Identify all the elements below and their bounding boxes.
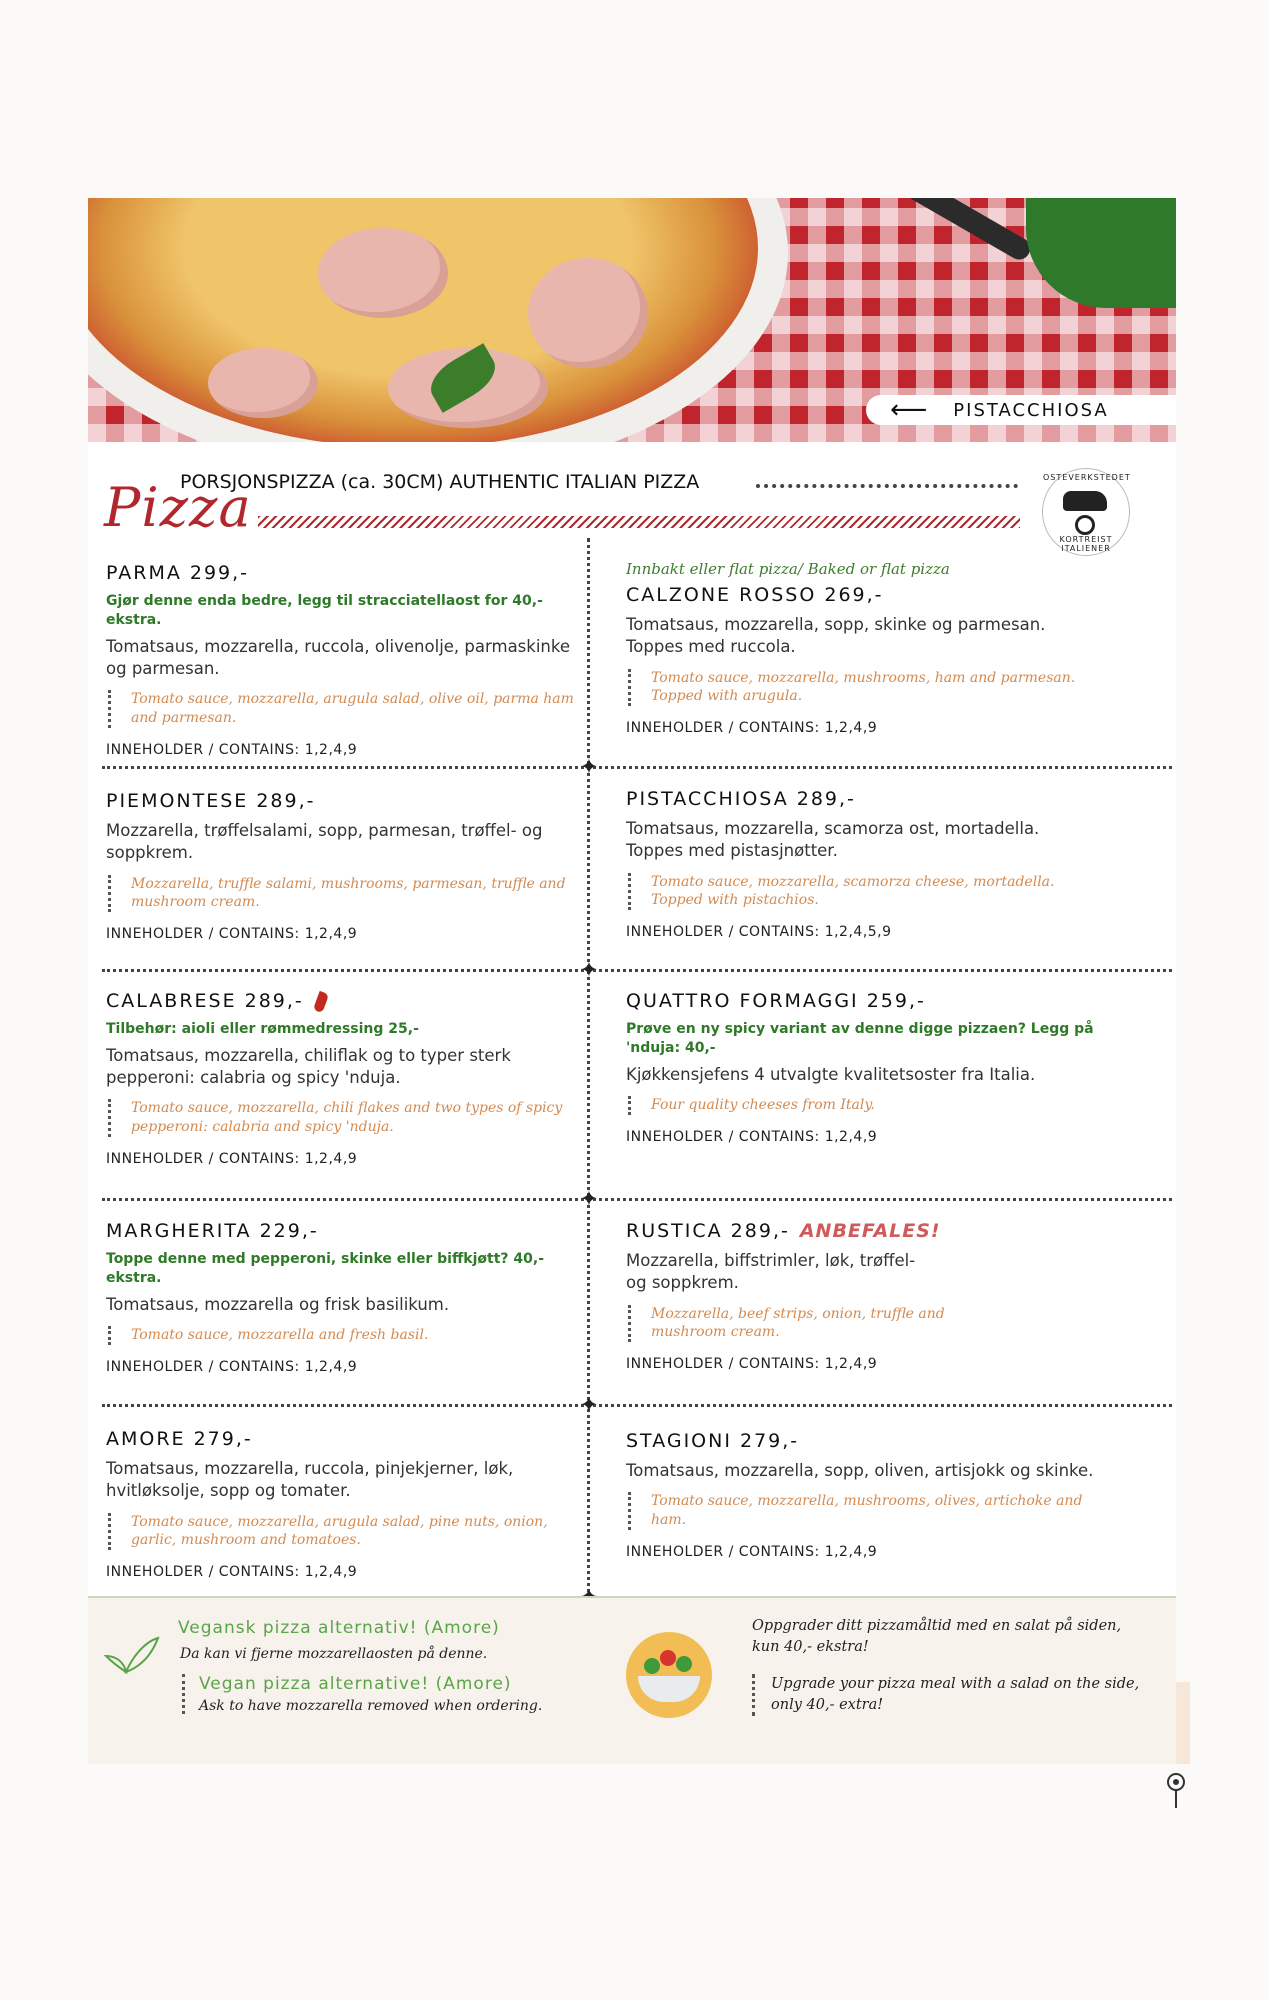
item-allergens: INNEHOLDER / CONTAINS: 1,2,4,9 — [106, 1564, 358, 1581]
item-note: Prøve en ny spicy variant av denne digge pizzaen? Legg på 'nduja: 40,- — [626, 1021, 1094, 1056]
item-description-english: Mozzarella, beef strips, onion, truffle and mushroom cream. — [628, 1305, 951, 1343]
hero-label-text: PISTACCHIOSA — [953, 399, 1109, 421]
star-icon: ✦ — [579, 958, 599, 983]
menu-item-piemontese — [106, 790, 576, 942]
vegan-heading-en: Vegan pizza alternative! (Amore) — [199, 1674, 512, 1694]
item-allergens: INNEHOLDER / CONTAINS: 1,2,4,5,9 — [626, 924, 892, 941]
item-description-english: Four quality cheeses from Italy. — [628, 1096, 1096, 1115]
section-title: Pizza — [104, 476, 252, 539]
logo-text-top: OSTEVERKSTEDET — [1043, 473, 1131, 482]
item-description: Tomatsaus, mozzarella, ruccola, olivenolje, parmaskinke og parmesan. — [106, 636, 570, 679]
item-description: Kjøkkensjefens 4 utvalgte kvalitetsoster fra Italia. — [626, 1064, 1036, 1084]
item-description-english: Tomato sauce, mozzarella, mushrooms, ham and parmesan. Topped with arugula. — [628, 669, 1096, 707]
item-note: Gjør denne enda bedre, legg til stracciatellaost for 40,- ekstra. — [106, 593, 543, 628]
item-description-english: Tomato sauce, mozzarella, arugula salad, pine nuts, onion, garlic, mushroom and tomatoes. — [108, 1513, 576, 1551]
item-title: PARMA 299,- — [106, 562, 250, 584]
vegan-note-en: Ask to have mozzarella removed when ordering. — [199, 1698, 543, 1714]
row-divider — [102, 1198, 1172, 1201]
item-description: Mozzarella, trøffelsalami, sopp, parmesan, trøffel- og soppkrem. — [106, 821, 543, 863]
item-description: Tomatsaus, mozzarella og frisk basilikum. — [106, 1294, 450, 1314]
salad-upgrade-no: Oppgrader ditt pizzamåltid med en salat på siden, kun 40,- ekstra! — [752, 1618, 1122, 1656]
recommended-badge: ANBEFALES! — [799, 1220, 941, 1242]
item-title-row — [106, 990, 576, 1012]
ham-slice — [528, 258, 648, 368]
wheel-icon — [1075, 515, 1095, 535]
item-title: PISTACCHIOSA 289,- — [626, 788, 856, 810]
menu-item-parma — [106, 562, 576, 758]
star-icon: ✦ — [579, 1393, 599, 1418]
salad-tomato — [660, 1650, 676, 1666]
pizza-cutter — [902, 198, 1034, 264]
menu-item-pistacchiosa — [626, 788, 1096, 940]
osteverkstedet-logo — [1042, 468, 1130, 556]
menu-item-stagioni — [626, 1430, 1096, 1560]
item-title: PIEMONTESE 289,- — [106, 790, 316, 812]
star-icon: ✦ — [579, 755, 599, 780]
vegan-note-no: Da kan vi fjerne mozzarellaosten på denne. — [180, 1646, 488, 1662]
page-edge-accent — [1176, 1682, 1190, 1764]
salad-leaf — [644, 1658, 660, 1674]
item-allergens: INNEHOLDER / CONTAINS: 1,2,4,9 — [106, 1151, 358, 1168]
row-divider — [102, 766, 1172, 769]
item-description: Tomatsaus, mozzarella, sopp, skinke og parmesan. Toppes med ruccola. — [626, 615, 1046, 657]
item-title: RUSTICA 289,- — [626, 1220, 790, 1242]
item-title: AMORE 279,- — [106, 1428, 253, 1450]
item-title: STAGIONI 279,- — [626, 1430, 800, 1452]
menu-item-calabrese — [106, 990, 576, 1167]
item-allergens: INNEHOLDER / CONTAINS: 1,2,4,9 — [106, 1358, 358, 1375]
item-description-english: Tomato sauce, mozzarella, chili flakes and two types of spicy pepperoni: calabria and spicy 'nduja. — [108, 1099, 576, 1137]
item-description: Tomatsaus, mozzarella, ruccola, pinjekjerner, løk, hvitløksolje, sopp og tomater. — [106, 1459, 514, 1501]
ham-slice — [318, 228, 448, 318]
vegan-heading-no: Vegansk pizza alternativ! (Amore) — [178, 1618, 500, 1638]
footer-panel — [88, 1598, 1176, 1764]
ham-slice — [208, 348, 318, 418]
map-pin-icon — [1166, 1772, 1186, 1808]
item-description-english: Tomato sauce, mozzarella, arugula salad, olive oil, parma ham and parmesan. — [108, 690, 576, 728]
basil-bunch — [1026, 198, 1176, 308]
item-allergens: INNEHOLDER / CONTAINS: 1,2,4,9 — [626, 1128, 878, 1145]
item-note: Toppe denne med pepperoni, skinke eller biffkjøtt? 40,- ekstra. — [106, 1251, 545, 1286]
item-allergens: INNEHOLDER / CONTAINS: 1,2,4,9 — [626, 1356, 878, 1373]
item-title: QUATTRO FORMAGGI 259,- — [626, 990, 926, 1012]
menu-item-quattro-formaggi — [626, 990, 1096, 1145]
row-divider — [102, 1404, 1172, 1407]
item-allergens: INNEHOLDER / CONTAINS: 1,2,4,9 — [106, 742, 358, 759]
item-description: Mozzarella, biffstrimler, løk, trøffel- og soppkrem. — [626, 1251, 916, 1293]
item-description-english: Tomato sauce, mozzarella and fresh basil. — [108, 1326, 576, 1345]
chili-icon — [313, 990, 329, 1012]
menu-page — [88, 198, 1176, 1764]
vegan-english-block — [182, 1674, 542, 1714]
item-description: Tomatsaus, mozzarella, sopp, oliven, artisjokk og skinke. — [626, 1461, 1094, 1480]
star-icon: ✦ — [579, 1187, 599, 1212]
item-title: MARGHERITA 229,- — [106, 1220, 319, 1242]
item-note-top: Innbakt eller flat pizza/ Baked or flat pizza — [626, 560, 950, 578]
item-allergens: INNEHOLDER / CONTAINS: 1,2,4,9 — [106, 926, 358, 943]
salad-bowl-icon — [626, 1632, 712, 1718]
item-description-english: Mozzarella, truffle salami, mushrooms, parmesan, truffle and mushroom cream. — [108, 875, 576, 913]
salad-bowl — [638, 1676, 700, 1702]
salad-leaf — [676, 1656, 692, 1672]
hero-pizza-photo — [88, 198, 1176, 442]
item-title: CALZONE ROSSO 269,- — [626, 584, 884, 606]
item-description: Tomatsaus, mozzarella, chiliflak og to typer sterk pepperoni: calabria og spicy 'nduja. — [106, 1045, 511, 1088]
column-divider — [587, 538, 590, 1738]
cow-icon — [1063, 491, 1107, 511]
row-divider — [102, 969, 1172, 972]
menu-item-amore — [106, 1428, 576, 1580]
item-allergens: INNEHOLDER / CONTAINS: 1,2,4,9 — [626, 1544, 878, 1561]
item-description-english: Tomato sauce, mozzarella, mushrooms, olives, artichoke and ham. — [628, 1492, 1096, 1530]
menu-item-rustica — [626, 1220, 1096, 1372]
menu-item-margherita — [106, 1220, 576, 1375]
logo-text-bottom: KORTREIST ITALIENER — [1059, 535, 1113, 553]
item-allergens: INNEHOLDER / CONTAINS: 1,2,4,9 — [626, 720, 878, 737]
item-note: Tilbehør: aioli eller rømmedressing 25,- — [106, 1021, 419, 1037]
item-title: CALABRESE 289,- — [106, 990, 304, 1012]
item-description-english: Tomato sauce, mozzarella, scamorza cheese, mortadella. Topped with pistachios. — [628, 873, 1096, 911]
dotted-divider — [756, 484, 1018, 488]
leaf-icon — [102, 1632, 160, 1676]
item-description: Tomatsaus, mozzarella, scamorza ost, mortadella. Toppes med pistasjnøtter. — [626, 819, 1040, 861]
hero-label — [866, 395, 1176, 425]
salad-upgrade-en: Upgrade your pizza meal with a salad on the side, only 40,- extra! — [752, 1674, 1161, 1716]
section-subtitle: PORSJONSPIZZA (ca. 30CM) AUTHENTIC ITALIAN PIZZA — [180, 471, 700, 493]
item-title-row — [626, 1220, 1096, 1242]
wavy-divider — [258, 516, 1020, 528]
arrow-left-icon: ⟵ — [890, 395, 928, 425]
menu-item-calzone-rosso — [626, 560, 1096, 736]
